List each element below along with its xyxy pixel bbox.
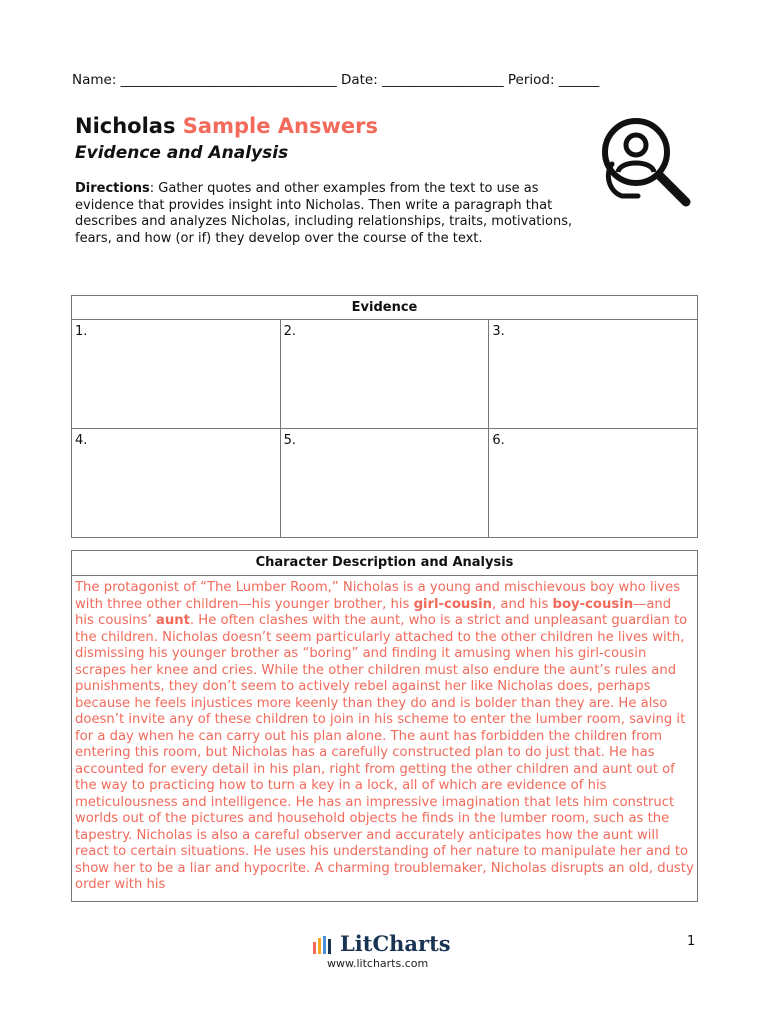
page-number: 1 <box>687 934 696 949</box>
analysis-header: Character Description and Analysis <box>72 551 697 576</box>
evidence-cell-1[interactable]: 1. <box>72 320 281 429</box>
litcharts-bars-icon <box>312 934 336 954</box>
brand-name: LitCharts <box>340 931 451 956</box>
analysis-segment: —and his cousins’ <box>75 596 672 628</box>
footer-url[interactable]: www.litcharts.com <box>327 957 429 970</box>
evidence-table <box>71 295 698 538</box>
page-subtitle: Evidence and Analysis <box>75 143 289 163</box>
analysis-segment: . He often clashes with the aunt, who is a strict and unpleasant guardian to the children. Nicholas doesn’t seem particularly attached to the other children he lives with, dismissing his younger brother as “boring” and finding it amusing when his girl-cousin scrapes her knee and cries. While the other children must also endure the aunt’s rules and punishments, they don’t seem to actively rebel against her like Nicholas does, perhaps because he feels injustices more keenly than they do and is bolder than they are. He also doesn’t invite any of these children to join in his scheme to enter the lumber room, saving it for a day when he can carry out his plan alone. The aunt has forbidden the children from entering this room, but Nicholas has a carefully constructed plan to do just that. He has accounted for every detail in his plan, right from getting the other children and aunt out of the way to practicing how to turn a key in a lock, all of which are evidence of his meticulousness and intelligence. He has an impressive imagination that lets him construct worlds out of the pictures and household objects he finds in the lumber room, such as the tapestry. Nicholas is also a careful observer and accurately anticipates how the aunt will react to certain situations. He uses his understanding of her nature to manipulate her and to show her to be a liar and hypocrite. A charming troublemaker, Nicholas disrupts an old, dusty order with his <box>75 613 694 892</box>
litcharts-logo[interactable] <box>312 931 451 956</box>
evidence-cell-4[interactable]: 4. <box>72 429 281 538</box>
name-date-period-line: Name: ________________________________ Date: __________________ Period: ______ <box>72 72 600 88</box>
directions-label: Directions <box>75 181 150 196</box>
evidence-cell-6[interactable]: 6. <box>489 429 698 538</box>
magnifying-glass-person-icon <box>598 114 696 212</box>
analysis-text <box>72 576 697 894</box>
evidence-cell-5[interactable]: 5. <box>280 429 489 538</box>
title-accent: Sample Answers <box>182 114 378 138</box>
analysis-term-aunt: aunt <box>155 613 190 628</box>
directions <box>75 181 595 247</box>
character-analysis-box <box>71 550 698 902</box>
evidence-header: Evidence <box>72 296 698 320</box>
analysis-segment: The protagonist of “The Lumber Room,” Nicholas is a young and mischievous boy who lives with three other children—his younger brother, his <box>75 580 681 612</box>
title-name: Nicholas <box>75 114 176 138</box>
analysis-term-boy-cousin: boy-cousin <box>552 596 634 612</box>
analysis-term-girl-cousin: girl-cousin <box>413 596 493 612</box>
analysis-segment: , and his <box>492 596 553 612</box>
directions-text: : Gather quotes and other examples from the text to use as evidence that provides insight into Nicholas. Then write a paragraph that describes and analyzes Nicholas, including relationships, traits, motivations, fears, and how (or if) they develop over the course of the text. <box>75 181 573 246</box>
evidence-cell-2[interactable]: 2. <box>280 320 489 429</box>
page-title <box>75 114 378 138</box>
evidence-cell-3[interactable]: 3. <box>489 320 698 429</box>
